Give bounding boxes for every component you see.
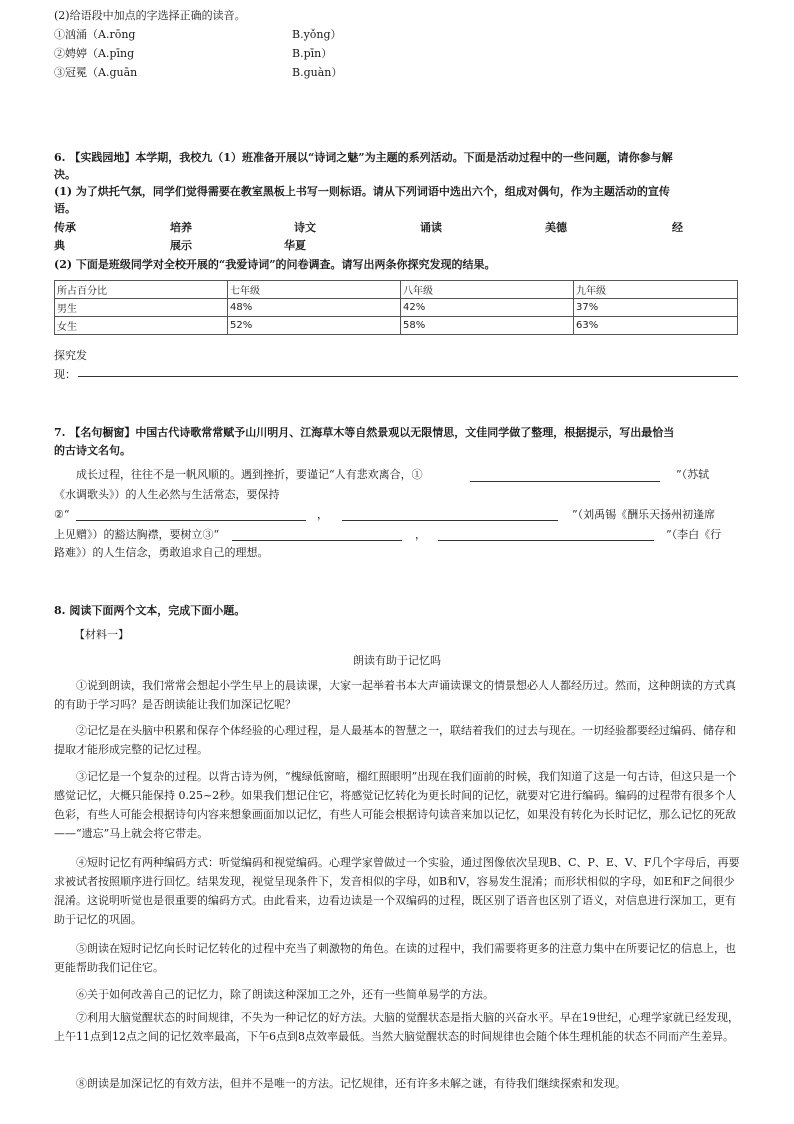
article-paragraph: ②记忆是在头脑中积累和保存个体经验的心理过程，是人最基本的智慧之一，联结着我们的过去与现在。一切经验都要经过编码、储存和提取才能形成完整的记忆过程。 [54, 724, 736, 756]
q6-heading-cont: 决。 [54, 168, 76, 181]
q5-option-1-b: B.yǒng） [292, 28, 342, 41]
q7-line3-start: ②“ [54, 508, 70, 521]
table-cell: 女生 [55, 317, 228, 335]
q5-option-2-b: B.pīn） [292, 47, 333, 60]
article-paragraph: ⑦利用大脑觉醒状态的时间规律，不失为一种记忆的好方法。大脑的觉醒状态是指大脑的兴奋水平。早在19世纪，心理学家就已经发现，上午11点到12点之间的记忆效率最高，下午6点到8点效率最低。当然大脑觉醒状态的时间规律也会随个体生理机能的状态不同而产生差异。 [54, 1011, 739, 1043]
word-option: 培养 [170, 221, 192, 234]
article-paragraph: ①说到朗读，我们常常会想起小学生早上的晨读课，大家一起举着书本大声诵读课文的情景想必人人都经历过。然而，这种朗读的方式真的有助于学习吗？是否朗读能让我们加深记忆呢？ [54, 679, 736, 711]
q5-option-1: ①汹涌（A.rōng [54, 28, 136, 41]
q7-line3-comma: ， [317, 508, 328, 521]
word-option: 华夏 [284, 239, 306, 252]
article-title: 朗读有助于记忆吗 [353, 654, 441, 667]
q7-line2: 《水调歌头》）的人生必然与生活常态，要保持 [54, 488, 280, 501]
answer-blank-2b[interactable] [342, 520, 558, 521]
word-option: 经 [672, 221, 683, 234]
q5-option-3-b: B.guàn） [292, 66, 343, 79]
q6-part2: (2) 下面是班级同学对全校开展的“我爱诗词”的问卷调查。请写出两条你探究发现的结果。 [54, 258, 496, 271]
q7-line3-source: ”（刘禹锡《酬乐天扬州初逢席 [572, 508, 716, 521]
table-cell: 63% [574, 317, 738, 335]
table-header-cell: 所占百分比 [55, 281, 228, 299]
answer-blank-1[interactable] [470, 481, 660, 482]
q8-heading: 8. 阅读下面两个文本，完成下面小题。 [54, 604, 246, 617]
q6-part1-cont: 语。 [54, 202, 76, 215]
material-label: 【材料一】 [74, 628, 129, 641]
q7-line5: 路难》）的人生信念，勇敢追求自己的理想。 [54, 546, 269, 559]
word-option: 传承 [54, 221, 76, 234]
q7-line4-source: ”（李白《行 [666, 528, 722, 541]
article-paragraph: ⑧朗读是加深记忆的有效方法，但并不是唯一的方法。记忆规律，还有许多未解之谜，有待我们继续探索和发现。 [76, 1077, 626, 1090]
word-option: 展示 [170, 239, 192, 252]
table-row [55, 299, 738, 317]
answer-blank[interactable] [78, 376, 738, 377]
answer-blank-2a[interactable] [76, 520, 306, 521]
table-cell: 42% [401, 299, 574, 317]
table-cell: 37% [574, 299, 738, 317]
q7-heading-cont: 的古诗文名句。 [54, 444, 131, 457]
table-header-row [55, 281, 738, 299]
article-paragraph: ⑤朗读在短时记忆向长时记忆转化的过程中充当了刺激物的角色。在读的过程中，我们需要将更多的注意力集中在所要记忆的信息上，也更能帮助我们记住它。 [54, 942, 736, 974]
word-option: 诗文 [294, 221, 316, 234]
table-cell: 48% [228, 299, 401, 317]
q7-line4-start: 上见赠》）的豁达胸襟，要树立③“ [54, 528, 220, 541]
answer-blank-3b[interactable] [438, 540, 654, 541]
table-header-cell: 九年级 [574, 281, 738, 299]
q5-prompt: (2)给语段中加点的字选择正确的读音。 [54, 9, 246, 22]
q5-option-3: ③冠冕（A.guān [54, 66, 138, 79]
table-cell: 58% [401, 317, 574, 335]
article-paragraph: ③记忆是一个复杂的过程。以背古诗为例，“槐绿低窗暗，榴红照眼明”出现在我们面前的时候，我们知道了这是一句古诗，但这只是一个感觉记忆，大概只能保持 0.25~2秒。如果我们想记住它，将感觉记忆转化为更长时间的记忆，就要对它进行编码。编码的过程带有很多个人色彩，有些人可能会根据诗句内容来想象画面加以记忆，有些人可能会根据诗句读音来加以记忆，如果没有转化为长时记忆，那么记忆的死敌——“遗忘”马上就会将它带走。 [54, 770, 737, 840]
table-cell: 男生 [55, 299, 228, 317]
q7-line1: 成长过程，往往不是一帆风顺的。遇到挫折，要谨记“人有悲欢离合，① [76, 468, 423, 481]
q5-option-2: ②娉婷（A.pīng [54, 47, 135, 60]
word-option: 诵读 [420, 221, 442, 234]
article-paragraph: ⑥关于如何改善自己的记忆力，除了朗读这种深加工之外，还有一些简单易学的方法。 [76, 988, 494, 1001]
q7-line1-source: ”（苏轼 [676, 468, 710, 481]
word-option: 典 [54, 239, 65, 252]
table-header-cell: 八年级 [401, 281, 574, 299]
survey-table [54, 280, 738, 335]
table-cell: 52% [228, 317, 401, 335]
q6-heading: 6. 【实践园地】本学期，我校九（1）班准备开展以“诗词之魅”为主题的系列活动。下面是活动过程中的一些问题，请你参与解 [54, 151, 673, 164]
q7-heading: 7. 【名句橱窗】中国古代诗歌常常赋予山川明月、江海草木等自然景观以无限情思，文佳同学做了整理，根据提示，写出最恰当 [54, 426, 675, 439]
table-header-cell: 七年级 [228, 281, 401, 299]
answer-blank-3a[interactable] [232, 540, 402, 541]
table-row [55, 317, 738, 335]
word-option: 美德 [545, 221, 567, 234]
article-paragraph: ④短时记忆有两种编码方式：听觉编码和视觉编码。心理学家曾做过一个实验，通过图像依次呈现B、C、P、E、V、F几个字母后，再要求被试者按照顺序进行回忆。结果发现，视觉呈现条件下，发音相似的字母，如B和V，容易发生混淆；而形状相似的字母，如E和F之间很少混淆。这说明听觉也是很重要的编码方式。由此看来，边看边读是一个双编码的过程，既区别了语音也区别了语义，对信息进行深加工，更有助于记忆的巩固。 [54, 856, 740, 926]
q6-part1: (1) 为了烘托气氛，同学们觉得需要在教室黑板上书写一则标语。请从下列词语中选出六个，组成对偶句，作为主题活动的宣传 [54, 185, 670, 198]
q7-line4-comma: ， [415, 528, 426, 541]
found-label-cont: 现： [54, 368, 76, 381]
found-label: 探究发 [54, 349, 87, 362]
